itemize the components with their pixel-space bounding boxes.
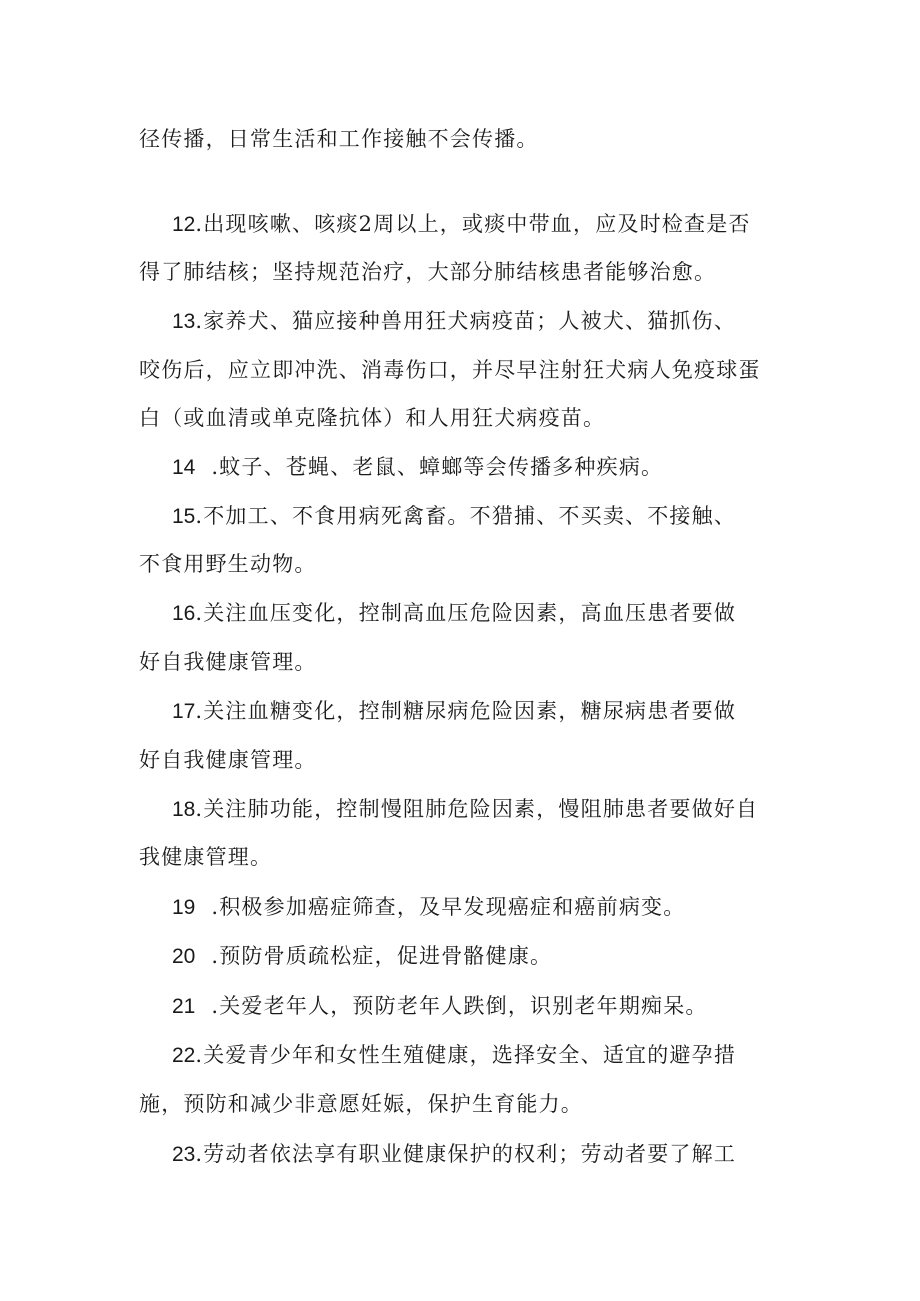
item-number: 13	[172, 310, 196, 333]
item-number: 16	[172, 602, 196, 625]
item-number: 17	[172, 700, 196, 723]
item-13-line-1: 13.家养犬、猫应接种兽用狂犬病疫苗；人被犬、猫抓伤、	[172, 309, 737, 333]
item-number: 21	[172, 995, 196, 1018]
item-number: 14	[172, 456, 196, 479]
item-14-line-1: 14 .蚊子、苍蝇、老鼠、蟑螂等会传播多种疾病。	[172, 455, 664, 479]
item-number: 15	[172, 505, 196, 528]
item-17-line-1: 17.关注血糖变化，控制糖尿病危险因素，糖尿病患者要做	[172, 699, 737, 723]
item-22-line-1: 22.关爱青少年和女性生殖健康，选择安全、适宜的避孕措	[172, 1043, 737, 1067]
item-number: 18	[172, 798, 196, 821]
item-22-line-2: 施，预防和减少非意愿妊娠，保护生育能力。	[139, 1092, 583, 1116]
item-18-line-1: 18.关注肺功能，控制慢阻肺危险因素，慢阻肺患者要做好自	[172, 797, 759, 821]
item-number: 12	[172, 213, 196, 236]
item-19-line-1: 19 .积极参加癌症筛查，及早发现癌症和癌前病变。	[172, 895, 686, 919]
item-16-line-1: 16.关注血压变化，控制高血压危险因素，高血压患者要做	[172, 601, 737, 625]
item-number: 23	[172, 1143, 196, 1166]
item-12-line-1: 12.出现咳嗽、咳痰2周以上，或痰中带血，应及时检查是否	[172, 212, 751, 236]
item-number: 20	[172, 945, 196, 968]
item-13-line-2: 咬伤后，应立即冲洗、消毒伤口，并尽早注射狂犬病人免疫球蛋	[139, 358, 761, 382]
item-13-line-3: 白（或血清或单克隆抗体）和人用狂犬病疫苗。	[139, 406, 606, 430]
item-15-line-1: 15.不加工、不食用病死禽畜。不猎捕、不买卖、不接触、	[172, 504, 737, 528]
item-16-line-2: 好自我健康管理。	[139, 650, 317, 674]
paragraph-continuation-line: 径传播，日常生活和工作接触不会传播。	[139, 127, 539, 151]
item-20-line-1: 20 .预防骨质疏松症，促进骨骼健康。	[172, 944, 553, 968]
item-number: 19	[172, 896, 196, 919]
item-23-line-1: 23.劳动者依法享有职业健康保护的权利；劳动者要了解工	[172, 1142, 737, 1166]
item-21-line-1: 21 .关爱老年人，预防老年人跌倒，识别老年期痴呆。	[172, 994, 708, 1018]
item-15-line-2: 不食用野生动物。	[139, 552, 317, 576]
item-18-line-2: 我健康管理。	[139, 845, 273, 869]
item-17-line-2: 好自我健康管理。	[139, 748, 317, 772]
item-number: 22	[172, 1044, 196, 1067]
item-12-line-2: 得了肺结核；坚持规范治疗，大部分肺结核患者能够治愈。	[139, 260, 717, 284]
